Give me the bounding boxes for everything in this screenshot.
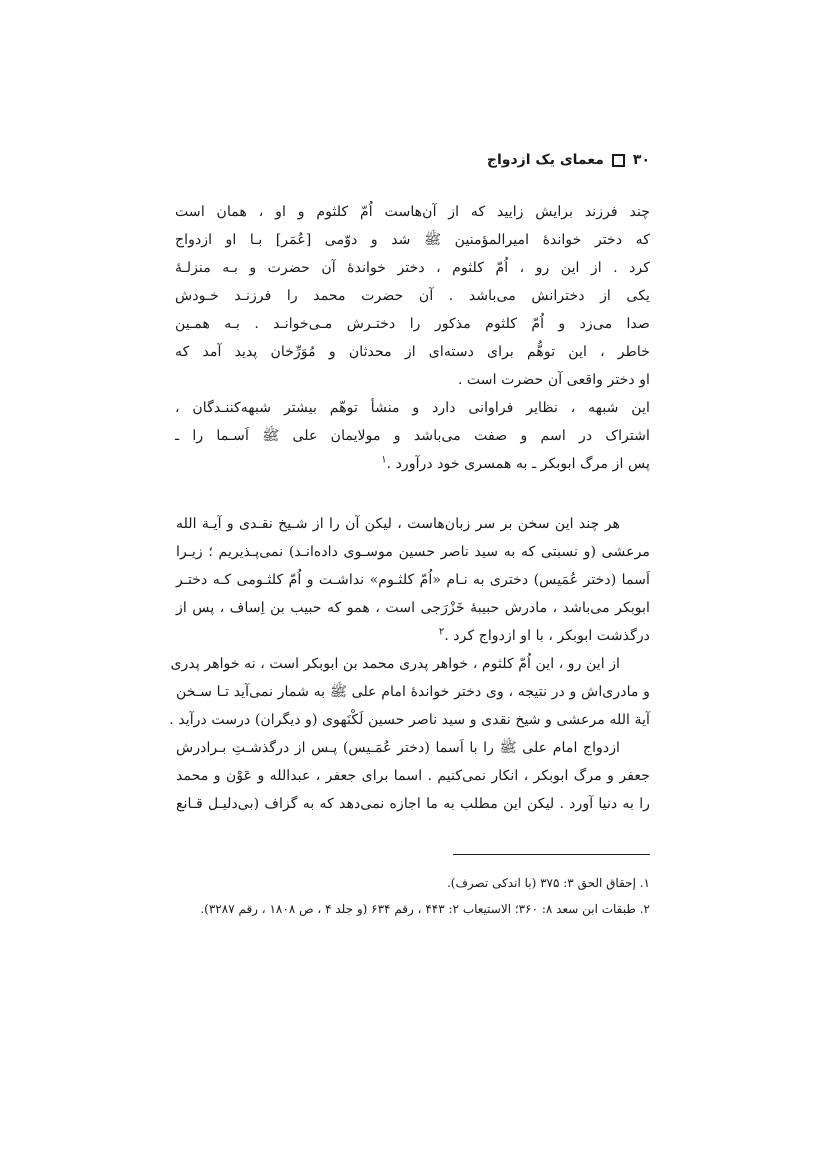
body-line: اَسما (دختر عُمَیس) دختری به نـام «اُمّ کلثـوم» نداشـت و اُمّ کلثـومی کـه دختـر [176,572,650,588]
paragraph [176,734,650,818]
quote-line: یکی از دخترانش می‌باشد . آن حضرت محمد را فرزنـد خـودش [175,288,650,304]
body-text [169,510,650,818]
quote-line-text: پس از مرگ ابوبکر ـ به همسری خود درآورد . [386,456,650,472]
quote-line [175,450,650,478]
body-line: جعفر و مرگ ابوبکر ، انکار نمی‌کنیم . اسما برای جعفر ، عبدالله و عَوْن و محمد [176,768,650,784]
body-line: را به دنیا آورد . لیکن این مطلب به ما اجازه نمی‌دهد که به گزاف (بی‌دلیـل قـانع [176,796,650,812]
running-header [487,148,650,172]
footnote-divider [453,854,650,855]
quote-line: کرد . از این رو ، اُمّ کلثوم ، دختر خواندهٔ آن حضرت و بـه منزلـهٔ [175,260,650,276]
quote-line: که دختر خواندهٔ امیرالمؤمنین ﷺ شد و دوّمی [عُمَر] بـا او ازدواج [175,232,650,248]
body-line [176,622,650,650]
quote-line: صدا می‌زد و اُمّ کلثوم مذکور را دختـرش مـی‌خوانـد . بـه همـین [175,316,650,332]
paragraph [169,650,650,734]
body-line: آیة الله مرعشی و شیخ نقدی و سید ناصر حسین لَکْنَهوی (و دیگران) درست درآید . [169,712,650,728]
body-line: و مادری‌اش و در نتیجه ، وی دختر خواندهٔ امام علی ﷺ به شمار نمی‌آید تـا سـخن [176,684,650,700]
quote-line: چند فرزند برایش زایید که از آن‌هاست اُمّ کلثوم و او ، همان است [175,204,650,220]
paragraph [176,510,650,650]
body-line: از این رو ، این اُمّ کلثوم ، خواهر پدری محمد بن ابوبکر است ، نه خواهر پدری [170,656,620,672]
footnote: ۱. إحقاق الحق ۳: ۳۷۵ (با اندکی تصرف). [446,876,650,890]
body-line-text: درگذشت ابوبکر ، با او ازدواج کرد . [444,628,650,644]
body-line: ابوبکر می‌باشد ، مادرش حبیبهٔ خَزْرَجی است ، همو که حبیب بن اِساف ، پس از [176,600,650,616]
quote-line: او دختر واقعی آن حضرت است . [457,372,650,388]
quote-line: این شبهه ، نظایر فراوانی دارد و منشأ توهّم بیشتر شبهه‌کننـدگان ، [175,400,650,416]
footnote-ref: ۱ [381,454,387,466]
body-line: ازدواج امام علی ﷺ را با اَسما (دختر عُمَـیس) پـس از درگذشـتِ بـرادرش [176,740,620,756]
quote-line: اشتراک در اسم و صفت می‌باشد و مولایمان علی ﷺ اَسـما را ـ [175,428,650,444]
footnote-ref: ۲ [438,626,445,638]
footnote: ۲. طبقات ابن سعد ۸: ۳۶۰؛ الاستیعاب ۲: ۴۴۳ ، رقم ۶۳۴ (و جلد ۴ ، ص ۱۸۰۸ ، رقم ۳۲۸۷). [200,902,650,916]
page-number: ۳۰ [632,152,650,168]
body-line: هر چند این سخن بر سر زبان‌هاست ، لیکن آن را از شـیخ نقـدی و آیـة الله [176,516,620,532]
running-title: معمای یک ازدواج [486,152,604,168]
square-bullet-icon [612,154,625,167]
footnotes [176,870,650,922]
quoted-passage [175,198,650,478]
quote-line: خاطر ، این توهُّم برای دسته‌ای از محدثان و مُوَرِّخان پدید آمد که [175,344,650,360]
body-line: مرعشی (و نسبتی که به سید ناصر حسین موسـوی داده‌انـد) نمی‌پـذیریم ؛ زیـرا [176,544,650,560]
